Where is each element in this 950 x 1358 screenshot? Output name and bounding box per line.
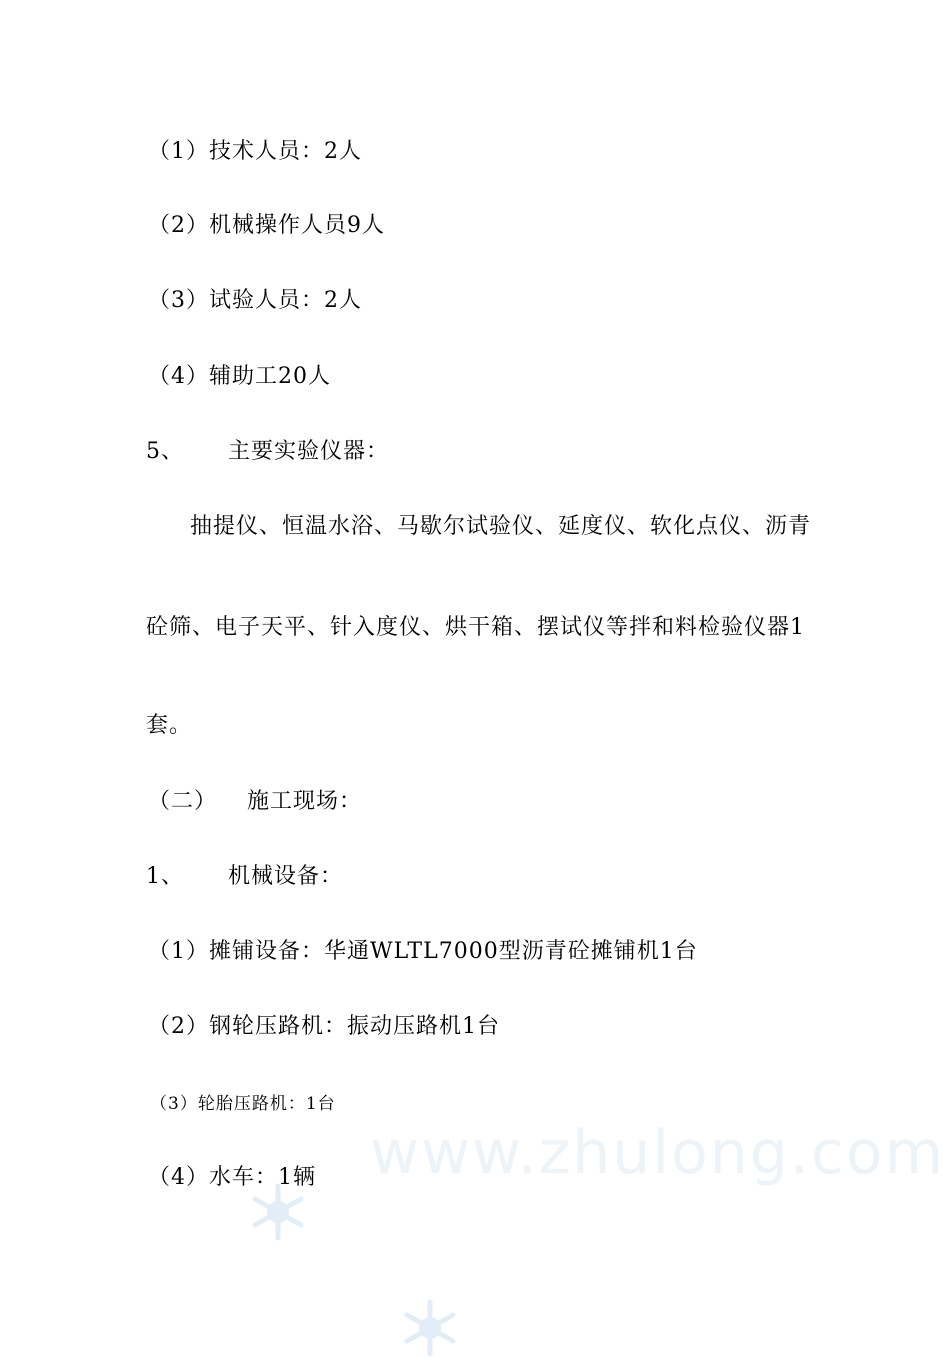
section-5-heading [146,438,389,466]
snowflake-icon [400,1298,460,1358]
equipment-tire-roller-line: （3）轮胎压路机：1台 [150,1094,336,1114]
instruments-line-2: 砼筛、电子天平、针入度仪、烘干箱、摆试仪等拌和料检验仪器1 [146,615,805,640]
equipment-steel-roller-line: （2）钢轮压路机：振动压路机1台 [148,1014,500,1039]
section-1-number: 1、 [146,864,184,889]
part-2-heading [148,788,362,816]
part-2-title: 施工现场： [247,789,363,814]
staff-aux-line: （4）辅助工20人 [148,364,331,389]
section-1-heading [146,863,343,891]
section-1-title: 机械设备： [228,864,344,889]
part-2-number: （二） [148,789,218,814]
staff-machine-line: （2）机械操作人员9人 [148,213,385,238]
snowflake-icon [248,1182,308,1242]
section-5-number: 5、 [146,439,184,464]
watermark-text: www.zhulong.com [370,1118,946,1188]
instruments-line-3: 套。 [146,713,193,738]
staff-tech-line: （1）技术人员：2人 [148,139,362,164]
staff-test-line: （3）试验人员：2人 [148,288,362,313]
instruments-line-1: 抽提仪、恒温水浴、马歇尔试验仪、延度仪、软化点仪、沥青 [190,514,812,539]
section-5-title: 主要实验仪器： [228,439,390,464]
equipment-water-truck-line: （4）水车：1辆 [148,1165,316,1190]
equipment-paver-line: （1）摊铺设备：华通WLTL7000型沥青砼摊铺机1台 [148,939,698,964]
